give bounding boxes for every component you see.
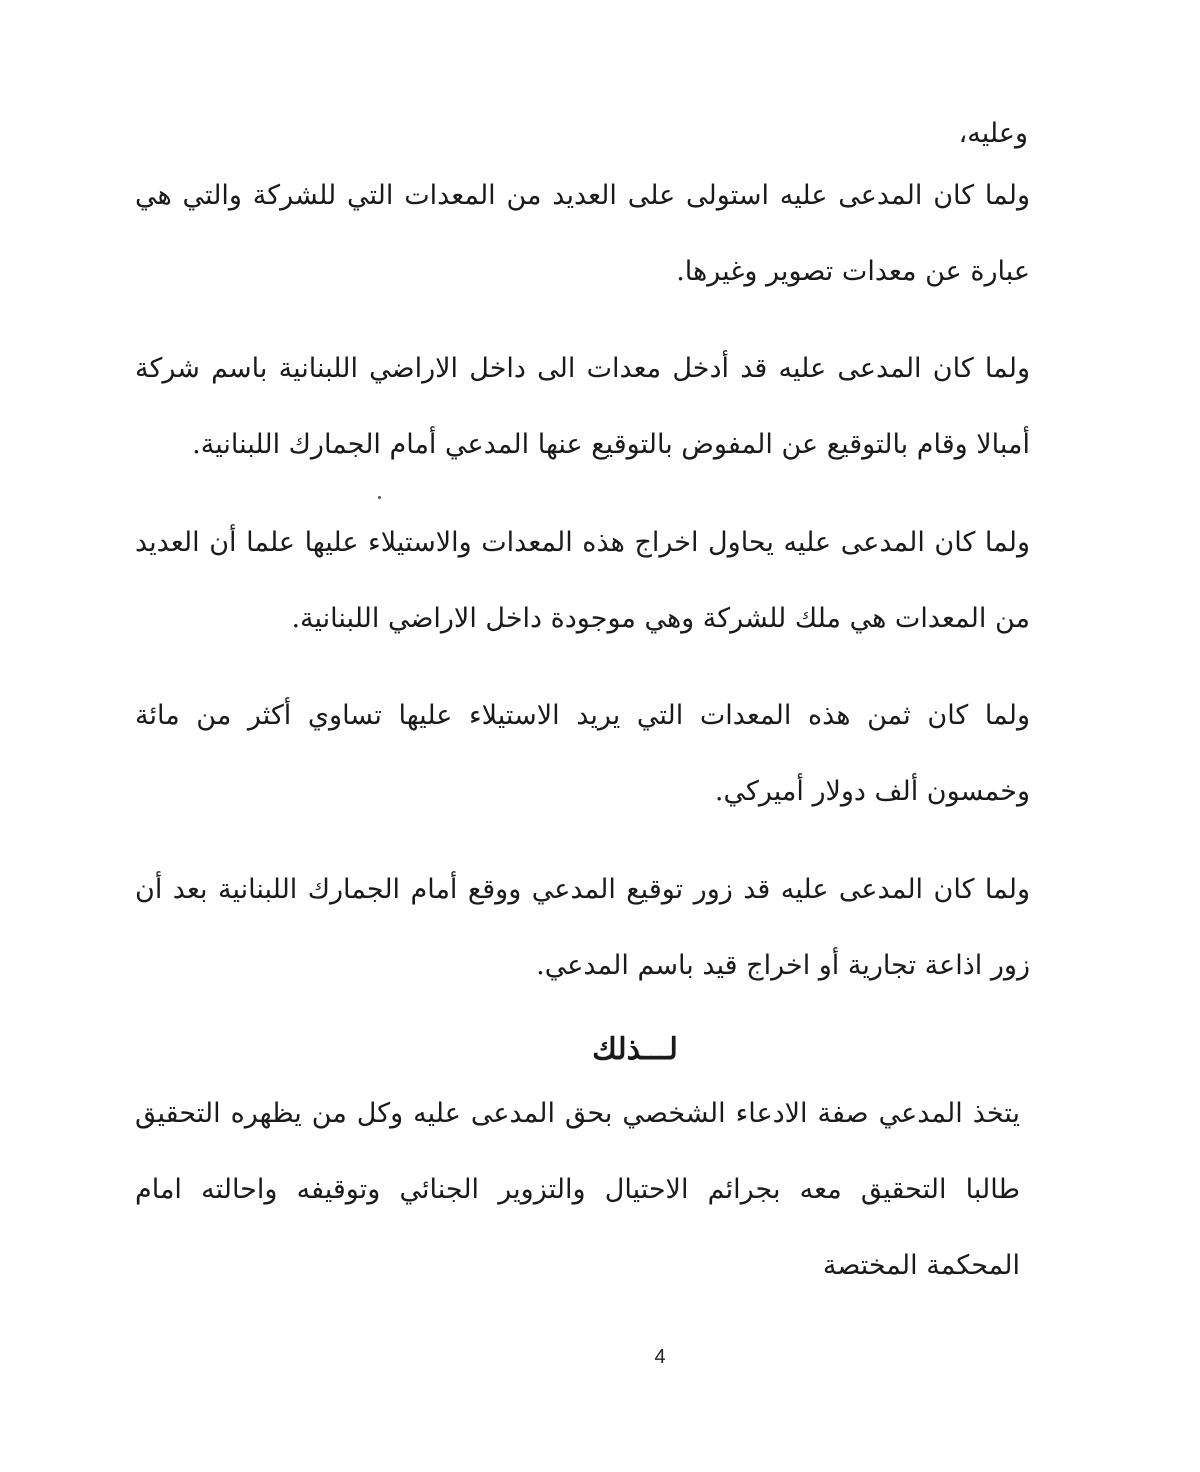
page-number: 4 [654, 1346, 666, 1368]
paragraph-4: ولما كان ثمن هذه المعدات التي يريد الاستيلاء عليها تساوي أكثر من مائة وخمسون ألف دولار أميركي. [135, 700, 1030, 807]
paragraph-2: ولما كان المدعى عليه قد أدخل معدات الى داخل الاراضي اللبنانية باسم شركة أمبالا وقام بالتوقيع عن المفوض بالتوقيع عنها المدعي أمام الجمارك اللبنانية. [135, 353, 1030, 460]
conclusion-paragraph: يتخذ المدعي صفة الادعاء الشخصي بحق المدعى عليه وكل من يظهره التحقيق طالبا التحقيق معه بجرائم الاحتيال والتزوير الجنائي وتوقيفه واحالته امام المحكمة المختصة [135, 1098, 1020, 1281]
scan-speck [378, 496, 381, 499]
opening-word: وعليه، [958, 118, 1028, 149]
paragraph-1: ولما كان المدعى عليه استولى على العديد من المعدات التي للشركة والتي هي عبارة عن معدات تصوير وغيرها. [135, 180, 1030, 287]
paragraph-5: ولما كان المدعى عليه قد زور توقيع المدعي ووقع أمام الجمارك اللبنانية بعد أن زور اذاعة تجارية أو اخراج قيد باسم المدعي. [135, 874, 1030, 981]
paragraph-3: ولما كان المدعى عليه يحاول اخراج هذه المعدات والاستيلاء عليها علما أن العديد من المعدات هي ملك للشركة وهي موجودة داخل الاراضي اللبنانية. [135, 527, 1030, 634]
conclusion-heading: لـــذلك [592, 1032, 678, 1067]
